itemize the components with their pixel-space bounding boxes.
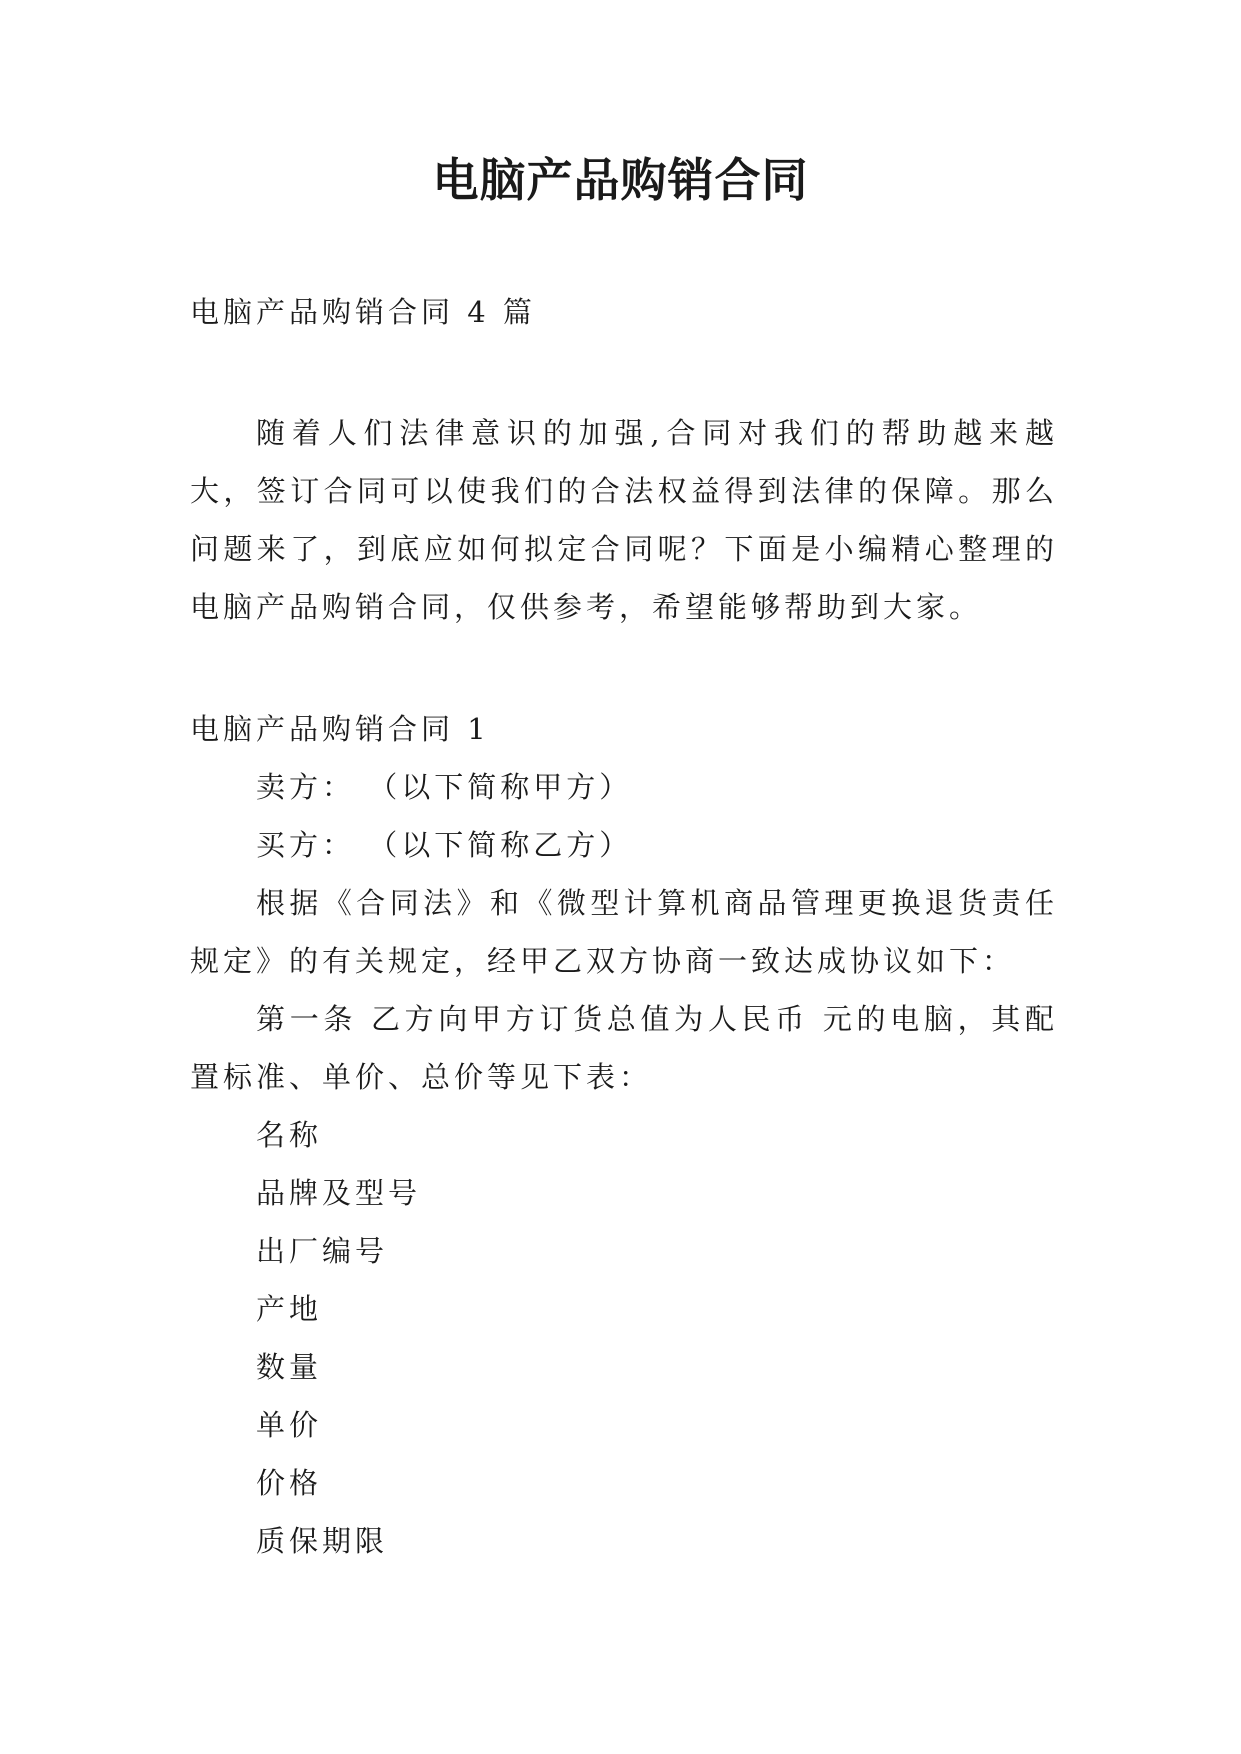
buyer-line: 买方： （以下简称乙方）	[256, 828, 633, 862]
document-subtitle: 电脑产品购销合同 4 篇	[190, 295, 536, 329]
table-field-warranty: 质保期限	[256, 1524, 389, 1558]
table-field-quantity: 数量	[256, 1350, 323, 1384]
basis-paragraph: 根据《合同法》和《微型计算机商品管理更换退货责任规定》的有关规定，经甲乙双方协商一致达成协议如下：	[190, 886, 1058, 978]
table-field-brand-model: 品牌及型号	[256, 1176, 422, 1210]
table-field-origin: 产地	[256, 1292, 323, 1326]
contract-section-1	[190, 700, 1058, 1570]
table-field-price: 价格	[256, 1466, 323, 1500]
table-field-serial-number: 出厂编号	[256, 1234, 389, 1268]
table-field-name: 名称	[256, 1118, 323, 1152]
intro-paragraph: 随着人们法律意识的加强,合同对我们的帮助越来越大，签订合同可以使我们的合法权益得到法律的保障。那么问题来了，到底应如何拟定合同呢？下面是小编精心整理的电脑产品购销合同，仅供参考，希望能够帮助到大家。	[190, 416, 1058, 624]
document-title: 电脑产品购销合同	[432, 153, 809, 207]
article-1-paragraph: 第一条 乙方向甲方订货总值为人民币 元的电脑，其配置标准、单价、总价等见下表：	[190, 1002, 1058, 1094]
seller-line: 卖方： （以下简称甲方）	[256, 770, 633, 804]
table-field-unit-price: 单价	[256, 1408, 323, 1442]
section-heading: 电脑产品购销合同 1	[190, 712, 490, 746]
